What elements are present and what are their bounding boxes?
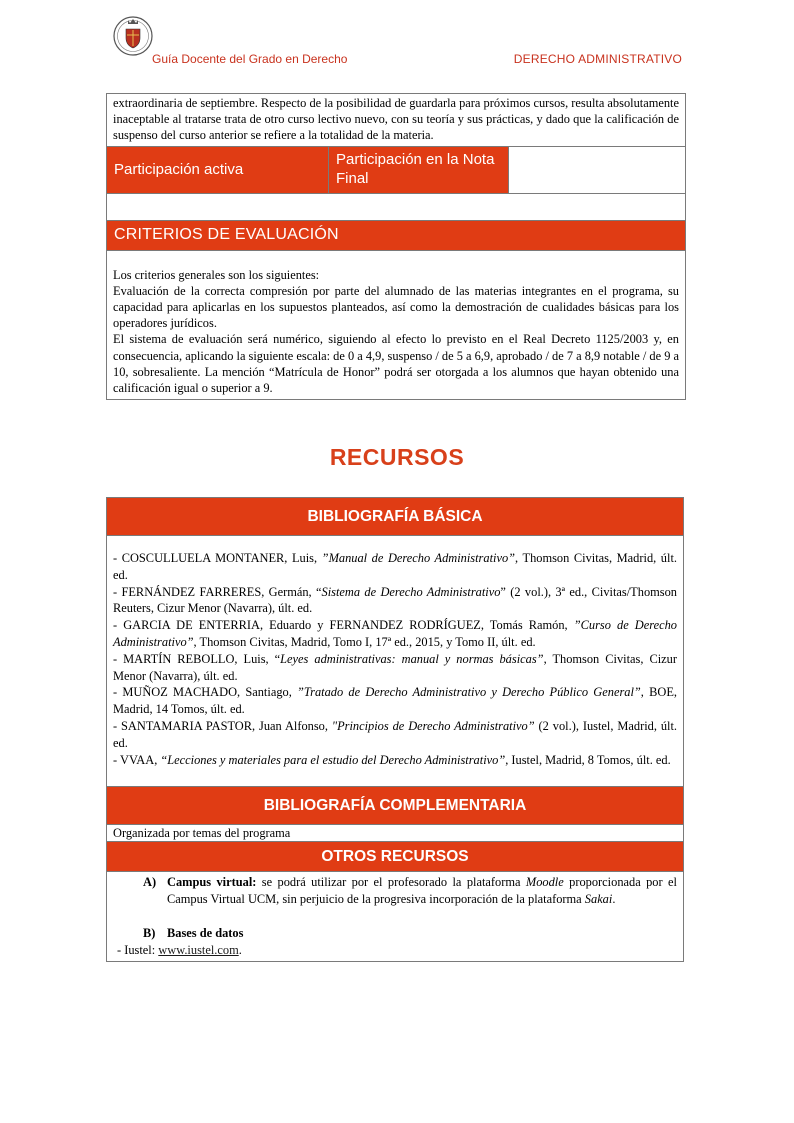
item-label-a: A)	[143, 875, 157, 890]
iustel-line: - Iustel: www.iustel.com.	[117, 943, 242, 958]
criteria-paragraph-2: El sistema de evaluación será numérico, siguiendo al efecto lo previsto en el Real Decreto 1125/2003 y, en consecuencia, aplicando la siguiente escala: de 0 a 4,9, suspenso / de 5 a 6,9, aprobado / de 7 a 8,9 notable / de 9 a 10, sobresaliente. La mención “Matrícula de Honor” podrá ser otorgada a los alumnos que hayan obtenido una calificación igual o superior a 9.	[113, 332, 679, 396]
campus-virtual-item	[113, 874, 677, 908]
campus-virtual-text: Campus virtual: se podrá utilizar por el profesorado la plataforma Moodle proporcionada por el Campus Virtual UCM, sin perjuicio de la progresiva incorporación de la plataforma Sakai.	[167, 875, 677, 907]
participation-grade-label: Participación en la Nota Final	[329, 147, 509, 193]
basic-bibliography-list	[107, 535, 683, 786]
exam-paragraph: extraordinaria de septiembre. Respecto de la posibilidad de guardarla para próximos cursos, resulta absolutamente inaceptable al tratarse trata de otro curso lectivo nuevo, con su teoría y sus prácticas, y dado que la calificación de suspenso del curso anterior se refiere a la totalidad de la materia.	[113, 96, 679, 143]
bibliography-entry: - COSCULLUELA MONTANER, Luis, ”Manual de Derecho Administrativo”, Thomson Civitas, Madrid, últ. ed.	[113, 551, 677, 582]
other-resources-heading: OTROS RECURSOS	[107, 841, 683, 871]
resources-title: RECURSOS	[329, 444, 465, 470]
criteria-paragraph-1: Evaluación de la correcta compresión por parte del alumnado de las materias integrantes en el programa, su capacidad para aplicarlas en los supuestos planteados, así como la demostración de cualidades básicas para los operadores jurídicos.	[113, 283, 679, 331]
databases-title: Bases de datos	[167, 926, 244, 941]
bibliography-entry: - MUÑOZ MACHADO, Santiago, ”Tratado de Derecho Administrativo y Derecho Público General”, BOE, Madrid, 14 Tomos, últ. ed.	[113, 685, 677, 717]
criteria-body	[107, 250, 685, 400]
databases-item	[113, 925, 677, 942]
guide-title: Guía Docente del Grado en Derecho	[152, 52, 348, 66]
bibliography-entry: - GARCIA DE ENTERRIA, Eduardo y FERNANDEZ RODRÍGUEZ, Tomás Ramón, ”Curso de Derecho Administrativo”, Thomson Civitas, Madrid, Tomo I, 17ª ed., 2015, y Tomo II, últ. ed.	[113, 618, 677, 649]
empty-row	[107, 193, 685, 220]
evaluation-table	[106, 93, 686, 400]
subject-title: DERECHO ADMINISTRATIVO	[513, 52, 682, 66]
complementary-bibliography-heading: BIBLIOGRAFÍA COMPLEMENTARIA	[107, 786, 683, 824]
iustel-link[interactable]: www.iustel.com	[158, 943, 239, 958]
item-label-b: B)	[143, 926, 156, 941]
participation-row	[107, 146, 685, 193]
page-header	[112, 14, 684, 74]
complementary-bibliography-text: Organizada por temas del programa	[107, 824, 683, 841]
bibliography-entry: - FERNÁNDEZ FARRERES, Germán, “Sistema de Derecho Administrativo” (2 vol.), 3ª ed., Civitas/Thomson Reuters, Cizur Menor (Navarra), últ. ed.	[113, 584, 677, 616]
bibliography-entry: - VVAA, “Lecciones y materiales para el estudio del Derecho Administrativo”, Iustel, Madrid, 8 Tomos, últ. ed.	[113, 752, 671, 767]
bibliography-entry: - MARTÍN REBOLLO, Luis, “Leyes administrativas: manual y normas básicas”, Thomson Civitas, Cizur Menor (Navarra), últ. ed.	[113, 651, 678, 683]
criteria-intro: Los criterios generales son los siguientes:	[113, 267, 320, 282]
university-crest-icon	[112, 14, 154, 60]
participation-label: Participación activa	[107, 147, 329, 193]
criteria-heading: CRITERIOS DE EVALUACIÓN	[107, 220, 685, 250]
basic-bibliography-heading: BIBLIOGRAFÍA BÁSICA	[107, 498, 683, 535]
other-resources-body	[107, 871, 683, 961]
participation-grade-value	[509, 147, 685, 193]
resources-table	[106, 497, 684, 962]
bibliography-entry: - SANTAMARIA PASTOR, Juan Alfonso, "Principios de Derecho Administrativo” (2 vol.), Iustel, Madrid, últ. ed.	[113, 718, 678, 750]
